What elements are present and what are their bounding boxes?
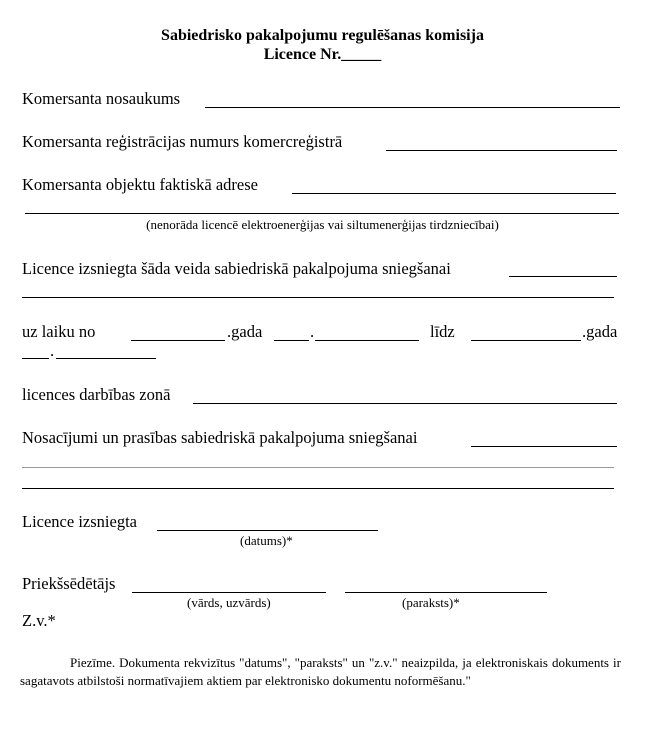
validity-from-label: uz laiku no bbox=[22, 322, 96, 341]
stamp-label: Z.v.* bbox=[22, 611, 56, 630]
conditions-line-2[interactable] bbox=[22, 467, 614, 468]
licence-zone-line[interactable] bbox=[193, 403, 617, 404]
actual-address-line-2[interactable] bbox=[25, 213, 619, 214]
validity-until-day-line[interactable] bbox=[471, 340, 581, 341]
validity-dot-1: . bbox=[310, 322, 315, 341]
signature-caption: (paraksts)* bbox=[402, 595, 460, 610]
registration-number-label: Komersanta reģistrācijas numurs komercreģistrā bbox=[22, 132, 343, 151]
issued-date-line[interactable] bbox=[157, 530, 378, 531]
footer-note bbox=[20, 654, 621, 690]
company-name-line[interactable] bbox=[205, 107, 620, 108]
issued-label: Licence izsniegta bbox=[22, 512, 137, 531]
actual-address-label: Komersanta objektu faktiskā adrese bbox=[22, 175, 258, 194]
chairman-signature-line[interactable] bbox=[345, 592, 547, 593]
validity-until-month-line[interactable] bbox=[22, 358, 49, 359]
validity-year-label-1: .gada bbox=[227, 322, 263, 341]
chairman-name-caption: (vārds, uzvārds) bbox=[187, 595, 271, 610]
conditions-line[interactable] bbox=[471, 446, 617, 447]
conditions-line-3[interactable] bbox=[22, 488, 614, 489]
validity-until-date-line[interactable] bbox=[56, 358, 156, 359]
commission-title: Sabiedrisko pakalpojumu regulēšanas komisija bbox=[161, 27, 484, 44]
chairman-label: Priekšsēdētājs bbox=[22, 574, 116, 593]
validity-dot-2: . bbox=[50, 341, 55, 360]
service-type-label: Licence izsniegta šāda veida sabiedriskā pakalpojuma sniegšanai bbox=[22, 259, 451, 278]
company-name-label: Komersanta nosaukums bbox=[22, 89, 181, 108]
chairman-name-line[interactable] bbox=[132, 592, 326, 593]
conditions-label: Nosacījumi un prasības sabiedriskā pakalpojuma sniegšanai bbox=[22, 428, 418, 447]
licence-zone-label: licences darbības zonā bbox=[22, 385, 171, 404]
validity-from-day-line[interactable] bbox=[131, 340, 225, 341]
footer-note-text: Piezīme. Dokumenta rekvizītus "datums", "paraksts" un "z.v." neaizpilda, ja elektroniskais dokuments ir sagatavots atbilstoši normatīvajiem aktiem par elektronisko dokumentu noformēšanu." bbox=[20, 655, 621, 688]
service-type-line[interactable] bbox=[509, 276, 617, 277]
address-note: (nenorāda licencē elektroenerģijas vai siltumenerģijas tirdzniecībai) bbox=[146, 217, 499, 232]
service-type-line-2[interactable] bbox=[22, 297, 614, 298]
validity-until-label: līdz bbox=[430, 322, 455, 341]
validity-from-date-line[interactable] bbox=[315, 340, 419, 341]
issued-date-caption: (datums)* bbox=[240, 533, 293, 548]
validity-from-month-line[interactable] bbox=[274, 340, 309, 341]
actual-address-line[interactable] bbox=[292, 193, 616, 194]
licence-number-heading: Licence Nr._____ bbox=[263, 46, 382, 63]
validity-year-label-2: .gada bbox=[582, 322, 618, 341]
registration-number-line[interactable] bbox=[386, 150, 617, 151]
